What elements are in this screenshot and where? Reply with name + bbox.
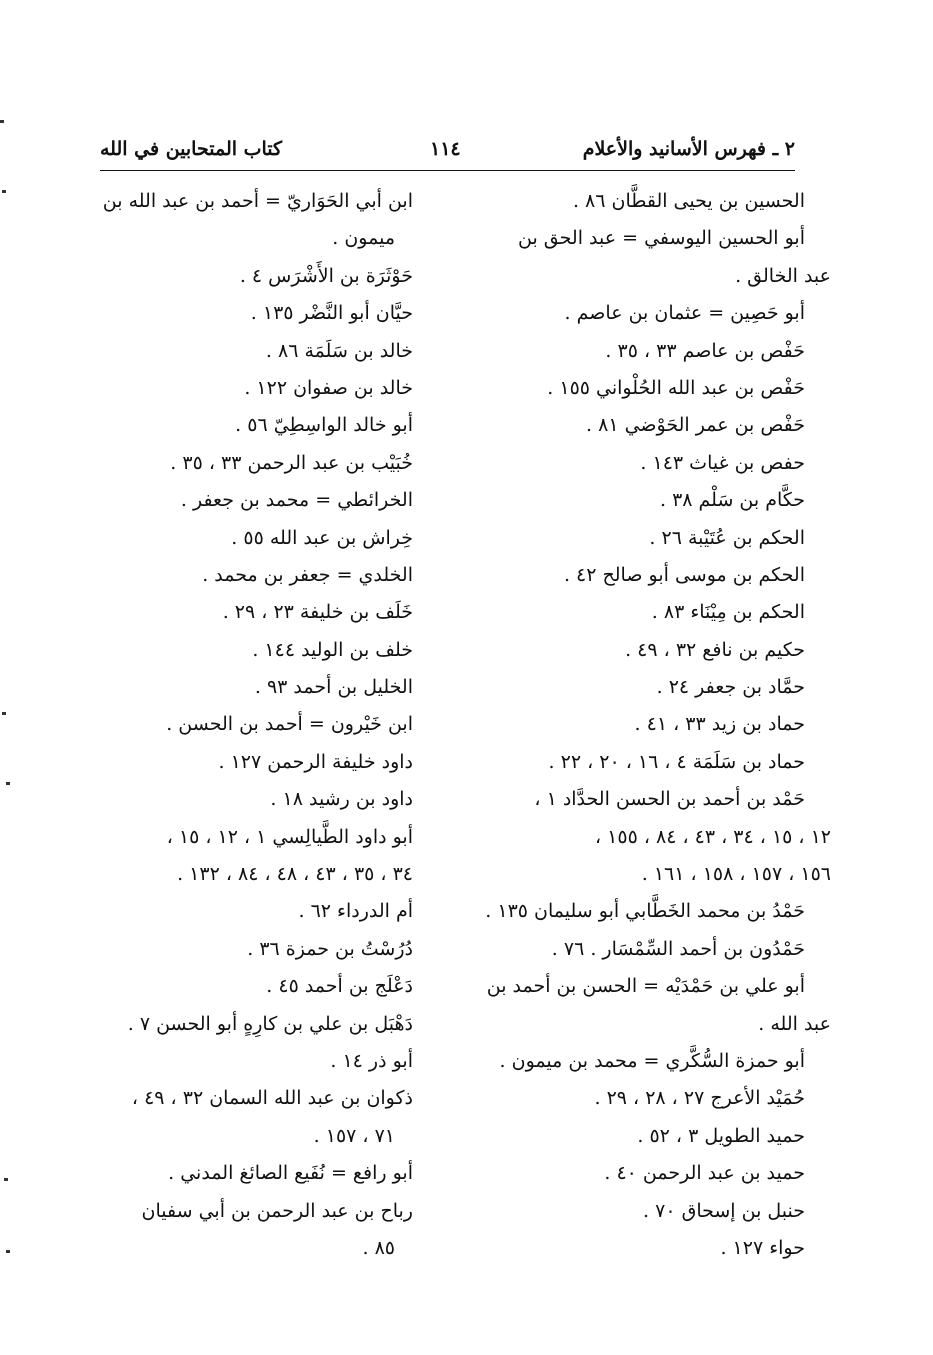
section-title: ٢ ـ فهرس الأسانيد والأعلام bbox=[582, 138, 795, 160]
index-entry: حفص بن غياث ١٤٣ . bbox=[640, 451, 805, 474]
index-entry: دَهْبَل بن علي بن كارِهٍ أبو الحسن ٧ . bbox=[127, 1012, 413, 1035]
index-entry: خَلَف بن خليفة ٢٣ ، ٢٩ . bbox=[222, 601, 413, 624]
index-entry: خُبَيْب بن عبد الرحمن ٣٣ ، ٣٥ . bbox=[170, 451, 413, 474]
scan-mark bbox=[4, 1178, 8, 1181]
index-entry: حميد بن عبد الرحمن ٤٠ . bbox=[604, 1162, 805, 1185]
index-entry: خِراش بن عبد الله ٥٥ . bbox=[231, 526, 413, 549]
index-entry: ابن أبي الحَوَاريّ = أحمد بن عبد الله بن bbox=[102, 190, 413, 212]
index-entry: حَمْد بن أحمد بن الحسن الحدَّاد ١ ، bbox=[534, 788, 805, 811]
index-entry: أبو خالد الواسِطِيّ ٥٦ . bbox=[235, 414, 413, 437]
index-entry: حكَّام بن سَلْم ٣٨ . bbox=[659, 489, 805, 512]
index-entry: ذكوان بن عبد الله السمان ٣٢ ، ٤٩ ، bbox=[131, 1087, 413, 1110]
scan-mark bbox=[2, 712, 6, 715]
index-entry: أبو ذر ١٤ . bbox=[330, 1049, 413, 1072]
index-entry-continuation: ١٢ ، ١٥ ، ٣٤ ، ٤٣ ، ٨٤ ، ١٥٥ ، bbox=[595, 825, 831, 848]
index-entry: أبو حمزة السُّكَّري = محمد بن ميمون . bbox=[499, 1049, 805, 1072]
index-entry-continuation: ميمون . bbox=[332, 227, 395, 250]
index-entry: حَفْص بن عاصم ٣٣ ، ٣٥ . bbox=[605, 339, 805, 362]
index-entry: حَفْص بن عبد الله الحُلْواني ١٥٥ . bbox=[547, 376, 805, 399]
index-entry: أم الدرداء ٦٢ . bbox=[298, 900, 413, 923]
index-entry: الحكم بن مِيْنَاء ٨٣ . bbox=[651, 601, 805, 624]
index-entry: حماد بن سَلَمَة ٤ ، ١٦ ، ٢٠ ، ٢٢ . bbox=[548, 750, 805, 773]
page-header bbox=[100, 138, 795, 168]
scan-mark bbox=[0, 120, 4, 123]
index-entry: خالد بن سَلَمَة ٨٦ . bbox=[265, 339, 413, 362]
book-title: كتاب المتحابين في الله bbox=[100, 138, 283, 160]
scan-mark bbox=[6, 1250, 10, 1253]
index-entry-continuation: ٧١ ، ١٥٧ . bbox=[313, 1124, 395, 1147]
index-entry: أبو حَصِين = عثمان بن عاصم . bbox=[564, 302, 805, 325]
index-entry: حواء ١٢٧ . bbox=[720, 1236, 805, 1259]
index-entry: خالد بن صفوان ١٢٢ . bbox=[244, 376, 413, 399]
index-entry: الخليل بن أحمد ٩٣ . bbox=[254, 676, 413, 699]
index-entry: حيَّان أبو النَّضْر ١٣٥ . bbox=[250, 302, 413, 325]
index-entry: حُمَيْد الأعرج ٢٧ ، ٢٨ ، ٢٩ . bbox=[594, 1087, 805, 1110]
index-entry-continuation: ١٥٦ ، ١٥٧ ، ١٥٨ ، ١٦١ . bbox=[641, 863, 831, 886]
index-entry: دُرُسْتُ بن حمزة ٣٦ . bbox=[247, 937, 413, 960]
index-entry: حَمْدُ بن محمد الخَطَّابي أبو سليمان ١٣٥ . bbox=[485, 900, 805, 923]
index-entry-continuation: ٣٤ ، ٣٥ ، ٤٣ ، ٤٨ ، ٨٤ ، ١٣٢ . bbox=[177, 863, 413, 886]
index-entry: أبو علي بن حَمْدَيْه = الحسن بن أحمد بن bbox=[486, 975, 805, 998]
index-entry: حمَّاد بن جعفر ٢٤ . bbox=[656, 676, 805, 699]
index-entry: أبو الحسين اليوسفي = عبد الحق بن bbox=[518, 227, 805, 250]
index-entry-continuation: عبد الخالق . bbox=[735, 264, 831, 287]
index-entry: الخلدي = جعفر بن محمد . bbox=[202, 563, 413, 586]
index-entry: داود بن رشيد ١٨ . bbox=[270, 788, 413, 811]
index-entry-continuation: ٨٥ . bbox=[362, 1236, 395, 1259]
index-entry: حَفْص بن عمر الحَوْضي ٨١ . bbox=[586, 414, 805, 437]
index-entry: الحسين بن يحيى القطَّان ٨٦ . bbox=[572, 190, 805, 212]
index-entry: دَعْلَج بن أحمد ٤٥ . bbox=[266, 975, 413, 998]
index-entry: خلف بن الوليد ١٤٤ . bbox=[252, 638, 413, 661]
scan-mark bbox=[2, 190, 6, 193]
page-number: ١١٤ bbox=[430, 138, 461, 160]
index-entry: أبو داود الطَّيالِسي ١ ، ١٢ ، ١٥ ، bbox=[166, 825, 413, 848]
scan-mark bbox=[6, 782, 10, 785]
header-rule bbox=[100, 170, 795, 171]
index-entry: حَمْدُون بن أحمد السِّمْسَار . ٧٦ . bbox=[551, 937, 805, 960]
index-entry: الخرائطي = محمد بن جعفر . bbox=[180, 489, 413, 512]
index-entry: حميد الطويل ٣ ، ٥٢ . bbox=[637, 1124, 805, 1147]
index-entry: حماد بن زيد ٣٣ ، ٤١ . bbox=[634, 713, 805, 736]
index-entry-continuation: عبد الله . bbox=[758, 1012, 831, 1035]
index-entry: أبو رافع = نُفَيع الصائغ المدني . bbox=[168, 1162, 413, 1185]
index-entry: ابن خَيْرون = أحمد بن الحسن . bbox=[166, 713, 413, 736]
index-entry: حكيم بن نافع ٣٢ ، ٤٩ . bbox=[625, 638, 805, 661]
left-column bbox=[83, 183, 413, 1267]
index-entry: حَوْثَرَة بن الأَشْرَس ٤ . bbox=[239, 264, 413, 287]
index-entry: الحكم بن موسى أبو صالح ٤٢ . bbox=[563, 563, 805, 586]
index-entry: داود خليفة الرحمن ١٢٧ . bbox=[218, 750, 413, 773]
index-entry: رباح بن عبد الرحمن بن أبي سفيان bbox=[141, 1199, 413, 1222]
index-entry: الحكم بن عُتَيْبة ٢٦ . bbox=[649, 526, 805, 549]
index-entry: حنبل بن إسحاق ٧٠ . bbox=[643, 1199, 805, 1222]
right-column bbox=[470, 183, 831, 1267]
